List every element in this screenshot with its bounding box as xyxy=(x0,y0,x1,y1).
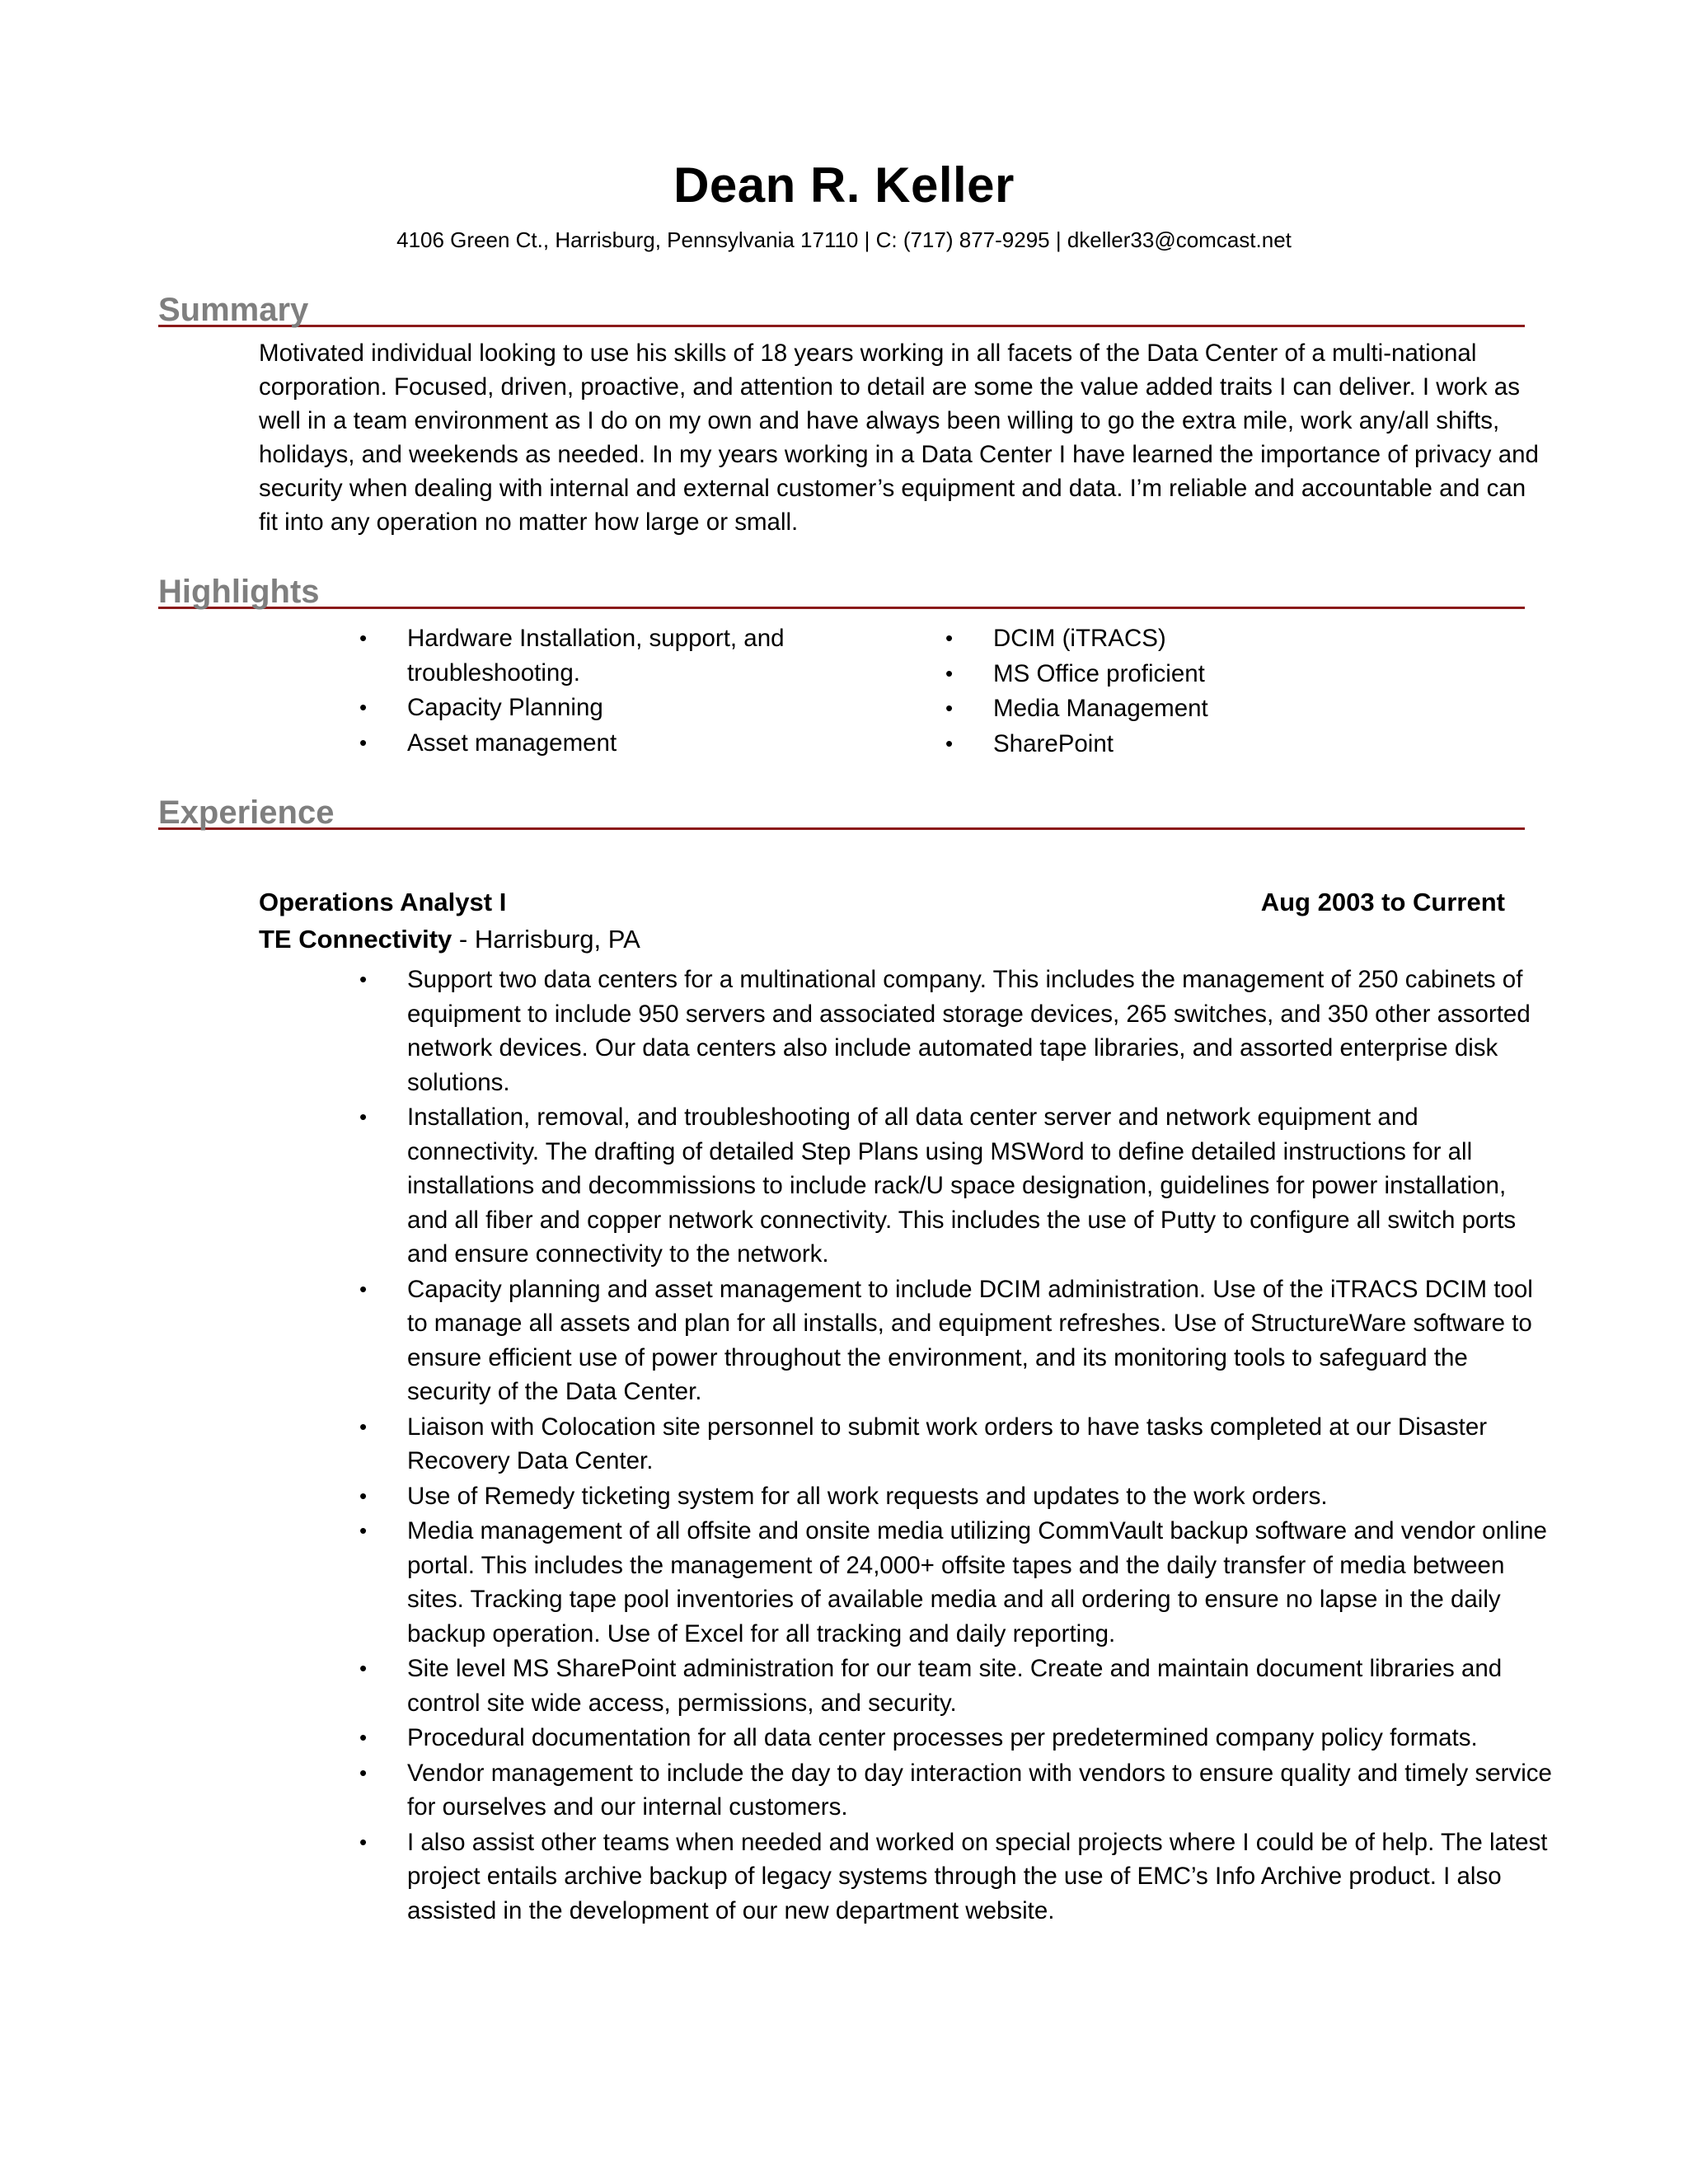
summary-section-header xyxy=(158,290,1525,327)
responsibility-item: • Media management of all offsite and onsite media utilizing CommVault backup software and vendor online portal. This includes the management of 24,000+ offsite tapes and the daily transfer of media between sites. Tracking tape pool inventories of available media and all ordering to ensure no lapse in the daily backup operation. Use of Excel for all tracking and daily reporting. xyxy=(407,1514,1553,1651)
highlights-left-list xyxy=(359,621,869,761)
bullet-icon: • xyxy=(359,1104,368,1129)
bullet-icon: • xyxy=(359,1483,368,1508)
bullet-icon: • xyxy=(359,1656,368,1680)
highlights-section-header xyxy=(158,572,1525,609)
bullet-icon: • xyxy=(359,1829,368,1854)
bullet-icon: • xyxy=(359,626,368,650)
bullet-icon: • xyxy=(945,730,954,756)
company-location: - Harrisburg, PA xyxy=(452,925,640,954)
responsibilities-list xyxy=(359,963,1553,1929)
contact-line: 4106 Green Ct., Harrisburg, Pennsylvania 17110 | C: (717) 877-9295 | dkeller33@comcast.net xyxy=(396,227,1292,252)
bullet-icon: • xyxy=(945,660,954,686)
bullet-icon: • xyxy=(359,695,368,719)
responsibility-item: • Capacity planning and asset management to include DCIM administration. Use of the iTRACS DCIM tool to manage all assets and plan for all installs, and equipment refreshes. Use of StructureWare software to ensure efficient use of power throughout the environment, and its monitoring tools to safeguard the security of the Data Center. xyxy=(407,1272,1553,1409)
bullet-icon: • xyxy=(945,626,954,650)
highlight-item: • DCIM (iTRACS) xyxy=(993,621,1455,656)
summary-heading: Summary xyxy=(158,292,309,328)
summary-text: Motivated individual looking to use his skills of 18 years working in all facets of the Data Center of a multi-national corporation. Focused, driven, proactive, and attention to detail are some the value added traits I can deliver. I work as well in a team environment as I do on my own and have always been willing to go the extra mile, work any/all shifts, holidays, and weekends as needed. In my years working in a Data Center I have learned the importance of privacy and security when dealing with internal and external customer’s equipment and data. I’m reliable and accountable and can fit into any operation no matter how large or small. xyxy=(259,340,1539,536)
bullet-icon: • xyxy=(945,696,954,720)
highlight-item: • Asset management xyxy=(407,726,869,761)
job-dates: Aug 2003 to Current xyxy=(1260,888,1505,916)
responsibility-item: • I also assist other teams when needed and worked on special projects where I could be of help. The latest project entails archive backup of legacy systems through the use of EMC’s Info Archive product. I also assisted in the development of our new department website. xyxy=(407,1825,1553,1929)
highlights-heading: Highlights xyxy=(158,574,320,610)
candidate-name: Dean R. Keller xyxy=(673,157,1015,213)
experience-section-header xyxy=(158,793,1525,830)
responsibility-item: • Use of Remedy ticketing system for all work requests and updates to the work orders. xyxy=(407,1479,1553,1514)
highlight-item: • SharePoint xyxy=(993,727,1455,762)
responsibility-item: • Installation, removal, and troubleshooting of all data center server and network equipment and connectivity. The drafting of detailed Step Plans using MSWord to define detailed instructions for all installations and decommissions to include rack/U space designation, guidelines for power installation, and all fiber and copper network connectivity. This includes the use of Putty to configure all switch ports and ensure connectivity to the network. xyxy=(407,1100,1553,1272)
experience-heading: Experience xyxy=(158,794,335,831)
highlight-item: • MS Office proficient xyxy=(993,657,1455,691)
highlight-item: • Media Management xyxy=(993,691,1455,726)
responsibility-item: • Site level MS SharePoint administration for our team site. Create and maintain document libraries and control site wide access, permissions, and security. xyxy=(407,1652,1553,1720)
bullet-icon: • xyxy=(359,1276,368,1301)
responsibility-item: • Support two data centers for a multinational company. This includes the management of 250 cabinets of equipment to include 950 servers and associated storage devices, 265 switches, and 350 other assorted network devices. Our data centers also include automated tape libraries, and assorted enterprise disk solutions. xyxy=(407,963,1553,1099)
bullet-icon: • xyxy=(359,1760,368,1785)
job-title: Operations Analyst I xyxy=(259,888,507,916)
highlight-item: • Capacity Planning xyxy=(407,691,869,725)
responsibility-item: • Procedural documentation for all data center processes per predetermined company policy formats. xyxy=(407,1721,1553,1755)
responsibility-item: • Liaison with Colocation site personnel to submit work orders to have tasks completed at our Disaster Recovery Data Center. xyxy=(407,1410,1553,1479)
highlight-item: • Hardware Installation, support, and troubleshooting. xyxy=(407,621,869,690)
highlights-right-list xyxy=(945,621,1455,762)
bullet-icon: • xyxy=(359,1413,368,1439)
bullet-icon: • xyxy=(359,967,368,991)
bullet-icon: • xyxy=(359,1518,368,1543)
bullet-icon: • xyxy=(359,729,368,755)
company-name: TE Connectivity xyxy=(259,925,452,954)
responsibility-item: • Vendor management to include the day to day interaction with vendors to ensure quality and timely service for ourselves and our internal customers. xyxy=(407,1756,1553,1825)
job-company-line xyxy=(259,925,640,954)
bullet-icon: • xyxy=(359,1725,368,1750)
